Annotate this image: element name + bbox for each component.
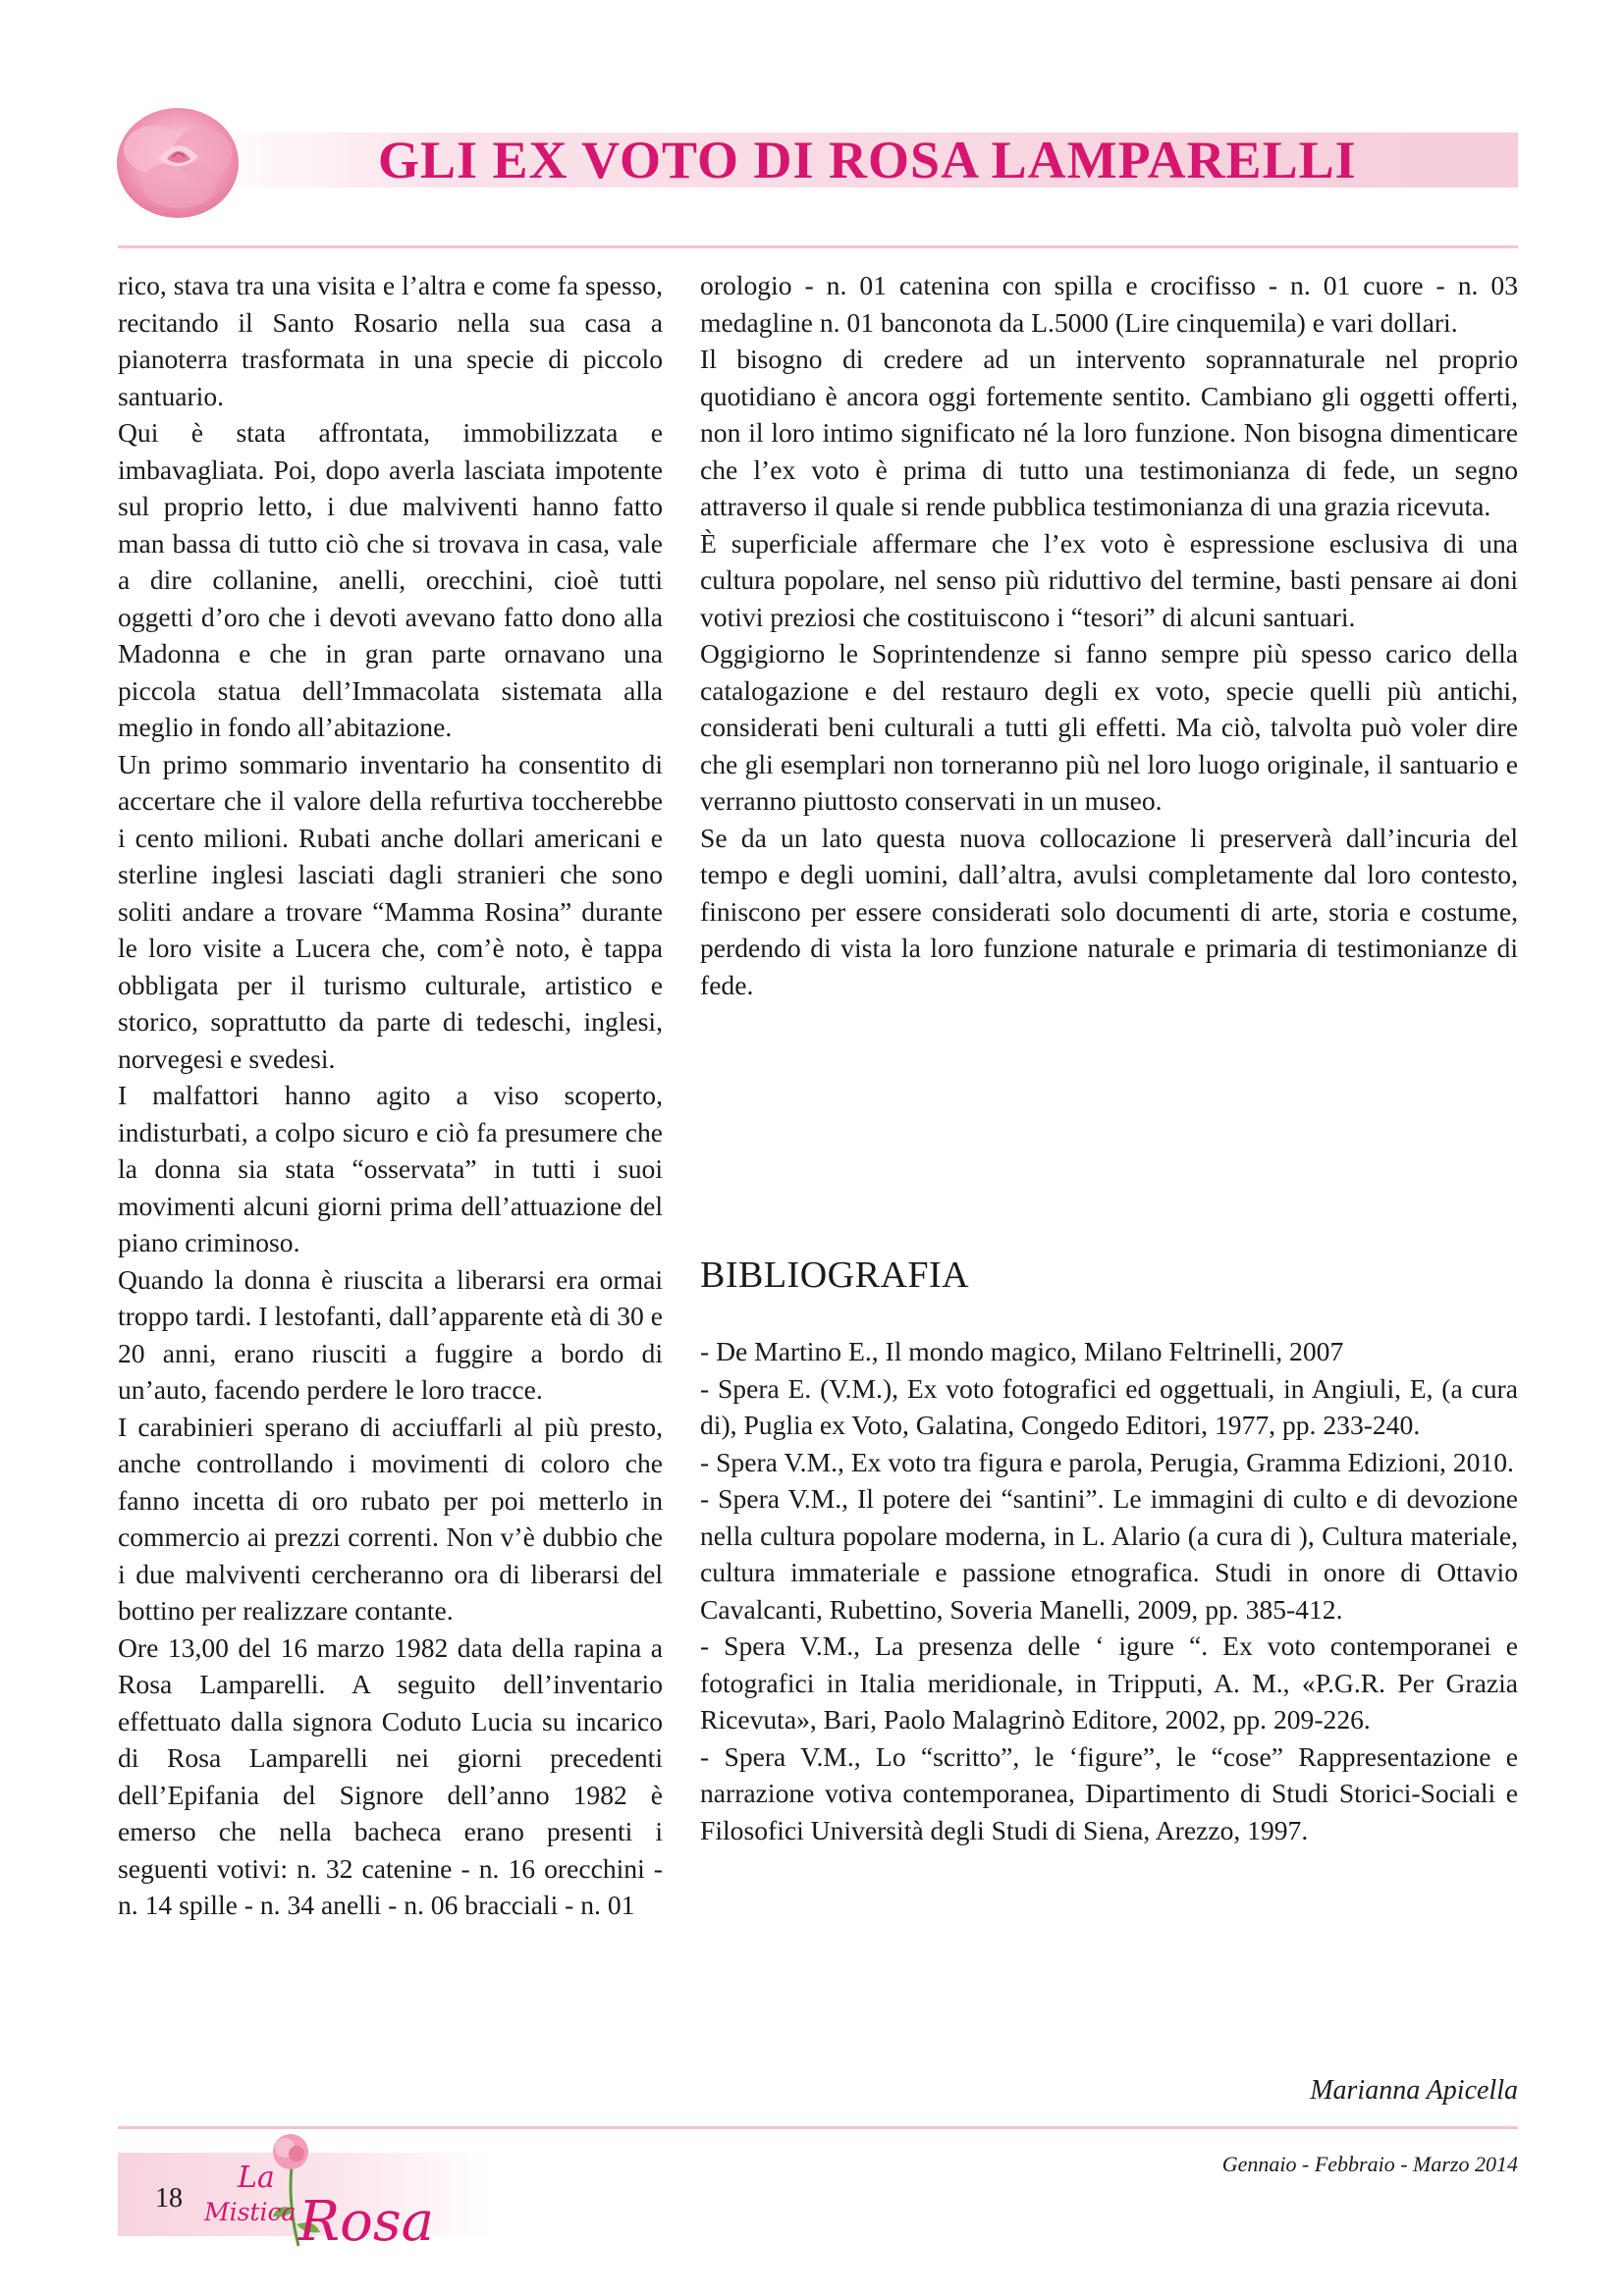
logo-rosa: Rosa bbox=[298, 2190, 435, 2254]
paragraph: rico, stava tra una visita e l’altra e come fa spesso, recitando il Santo Rosario nella sua casa a pianoterra trasformata in una specie di piccolo santuario. bbox=[118, 270, 663, 411]
paragraph: orologio - n. 01 catenina con spilla e crocifisso - n. 01 cuore - n. 03 medagline n. 01 banconota da L.5000 (Lire cinquemila) e vari dollari. bbox=[700, 270, 1518, 338]
header-rule bbox=[118, 245, 1518, 248]
logo-la: La bbox=[238, 2161, 275, 2195]
paragraph: Qui è stata affrontata, immobilizzata e imbavagliata. Poi, dopo averla lasciata impotente sul proprio letto, i due malviventi hanno fatto man bassa di tutto ciò che si trovava in casa, vale a dire collanine, anelli, orecchini, cioè tutti oggetti d’oro che i devoti avevano fatto dono alla Madonna e che in gran parte ornavano una piccola statua dell’Immacolata sistemata alla meglio in fondo all’abitazione. bbox=[118, 417, 663, 742]
paragraph: I carabinieri sperano di acciuffarli al più presto, anche controllando i movimenti di coloro che fanno incetta di oro rubato per poi metterlo in commercio ai prezzi correnti. Non v’è dubbio che i due malviventi cercheranno ora di liberarsi del bottino per realizzare contante. bbox=[118, 1411, 663, 1626]
paragraph: Il bisogno di credere ad un intervento soprannaturale nel proprio quotidiano è ancora oggi fortemente sentito. Cambiano gli oggetti offerti, non il loro intimo significato né la loro funzione. Non bisogna dimenticare che l’ex voto è prima di tutto una testimonianza di fede, un segno attraverso il quale si rende pubblica testimonianza di una grazia ricevuta. bbox=[700, 344, 1518, 521]
bibliography-heading: BIBLIOGRAFIA bbox=[700, 1255, 970, 1296]
bibliography-entry: - De Martino E., Il mondo magico, Milano Feltrinelli, 2007 bbox=[700, 1336, 1344, 1366]
issue-date: Gennaio - Febbraio - Marzo 2014 bbox=[1221, 2152, 1518, 2176]
left-column bbox=[118, 267, 663, 1924]
paragraph: Ore 13,00 del 16 marzo 1982 data della rapina a Rosa Lamparelli. A seguito dell’inventario effettuato dalla signora Coduto Lucia su incarico di Rosa Lamparelli nei giorni precedenti dell’Epifania del Signore dell’anno 1982 è emerso che nella bacheca erano presenti i seguenti votivi: n. 32 catenine - n. 16 orecchini - n. 14 spille - n. 34 anelli - n. 06 bracciali - n. 01 bbox=[118, 1631, 663, 1920]
paragraph: È superficiale affermare che l’ex voto è espressione esclusiva di una cultura popolare, nel senso più riduttivo del termine, basti pensare ai doni votivi preziosi che costituiscono i “tesori” di alcuni santuari. bbox=[700, 527, 1518, 632]
paragraph: Oggigiorno le Soprintendenze si fanno sempre più spesso carico della catalogazione e del restauro degli ex voto, specie quelli più antichi, considerati beni culturali a tutti gli effetti. Ma ciò, talvolta può voler dire che gli esemplari non torneranno più nel loro luogo originale, il santuario e verranno piuttosto conservati in un museo. bbox=[700, 638, 1518, 816]
bibliography-entry: - Spera V.M., Lo “scritto”, le ‘figure”, le “cose” Rappresentazione e narrazione votiva contemporanea, Dipartimento di Studi Storici-Sociali e Filosofici Università degli Studi di Siena, Arezzo, 1997. bbox=[700, 1740, 1518, 1845]
footer-rule bbox=[118, 2126, 1518, 2129]
right-column bbox=[700, 267, 1518, 1003]
magazine-logo bbox=[196, 2130, 481, 2258]
rose-icon bbox=[110, 98, 245, 224]
page-title: GLI EX VOTO DI ROSA LAMPARELLI bbox=[378, 131, 1357, 189]
page-number: 18 bbox=[155, 2183, 183, 2214]
bibliography-entry: - Spera V.M., Il potere dei “santini”. Le immagini di culto e di devozione nella cultura popolare moderna, in L. Alario (a cura di ), Cultura materiale, cultura immateriale e passione etnografica. Studi in onore di Ottavio Cavalcanti, Rubettino, Soveria Manelli, 2009, pp. 385-412. bbox=[700, 1483, 1518, 1625]
author-signature: Marianna Apicella bbox=[1310, 2075, 1518, 2106]
bibliography-entry: - Spera V.M., Ex voto tra figura e parola, Perugia, Gramma Edizioni, 2010. bbox=[700, 1446, 1514, 1477]
logo-mistica: Mistica bbox=[204, 2198, 297, 2226]
paragraph: Un primo sommario inventario ha consentito di accertare che il valore della refurtiva toccherebbe i cento milioni. Rubati anche dollari americani e sterline inglesi lasciati dagli stranieri che sono soliti andare a trovare “Mamma Rosina” durante le loro visite a Lucera che, com’è noto, è tappa obbligata per il turismo culturale, artistico e storico, soprattutto da parte di tedeschi, inglesi, norvegesi e svedesi. bbox=[118, 748, 663, 1074]
bibliography-entry: - Spera E. (V.M.), Ex voto fotografici ed oggettuali, in Angiuli, E, (a cura di), Puglia ex Voto, Galatina, Congedo Editori, 1977, pp. 233-240. bbox=[700, 1372, 1518, 1440]
bibliography-entry: - Spera V.M., La presenza delle ‘ igure “. Ex voto contemporanei e fotografici in Italia meridionale, in Tripputi, A. M., «P.G.R. Per Grazia Ricevuta», Bari, Paolo Malagrinò Editore, 2002, pp. 209-226. bbox=[700, 1630, 1518, 1735]
paragraph: I malfattori hanno agito a viso scoperto, indisturbati, a colpo sicuro e ciò fa presumere che la donna sia stata “osservata” in tutti i suoi movimenti alcuni giorni prima dell’attuazione del piano criminoso. bbox=[118, 1080, 663, 1257]
paragraph: Se da un lato questa nuova collocazione li preserverà dall’incuria del tempo e degli uomini, dall’altra, avulsi completamente dal loro contesto, finiscono per essere considerati solo documenti di arte, storia e costume, perdendo di vista la loro funzione naturale e primaria di testimonianze di fede. bbox=[700, 822, 1518, 1000]
bibliography-list bbox=[700, 1333, 1518, 1848]
paragraph: Quando la donna è riuscita a liberarsi era ormai troppo tardi. I lestofanti, dall’apparente età di 30 e 20 anni, erano riusciti a fuggire a bordo di un’auto, facendo perdere le loro tracce. bbox=[118, 1263, 663, 1405]
